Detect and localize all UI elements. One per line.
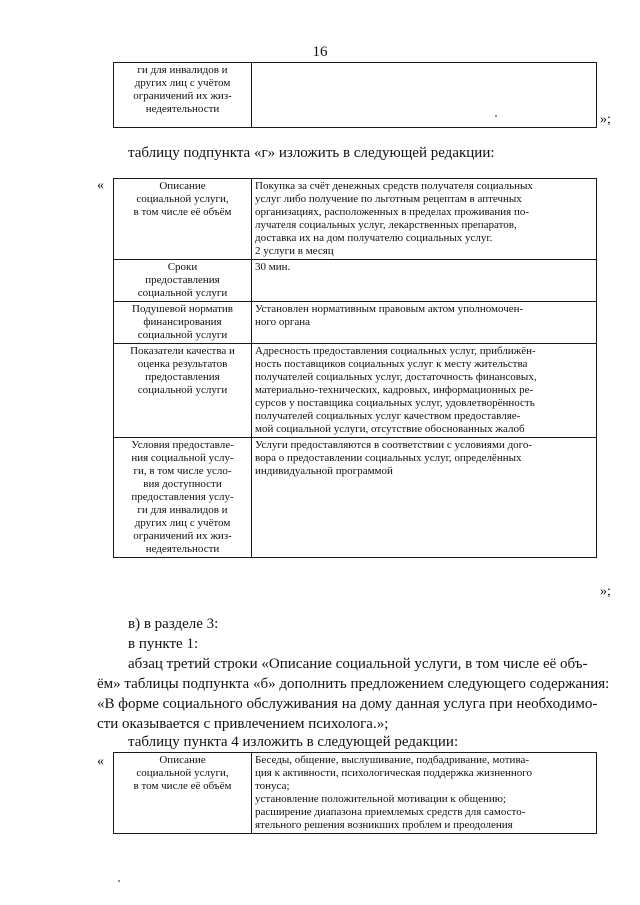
table-label-cell bbox=[114, 302, 252, 344]
page-number: 16 bbox=[312, 44, 328, 60]
closing-quote: »; bbox=[600, 112, 611, 127]
table-row bbox=[114, 260, 597, 302]
table-value-cell bbox=[252, 179, 597, 260]
cell-line: социальной услуги, bbox=[136, 767, 229, 779]
cell-line: получателей социальных услуг качеством предоставляе- bbox=[255, 410, 521, 422]
table-row bbox=[114, 63, 597, 128]
cell-line: ограничений их жиз- bbox=[133, 530, 232, 542]
cell-line: установление положительной мотивации к общению; bbox=[255, 793, 507, 805]
cell-line: Установлен нормативным правовым актом уполномочен- bbox=[255, 303, 524, 315]
cell-line: предоставления bbox=[145, 371, 220, 383]
cell-line: расширение диапазона приемлемых средств для самосто- bbox=[255, 806, 526, 818]
cell-line: индивидуальной программой bbox=[255, 465, 393, 477]
cell-line: ция к активности, психологическая поддержка жизненного bbox=[255, 767, 532, 779]
cell-line: ния социальной услу- bbox=[131, 452, 234, 464]
table-label-cell bbox=[114, 179, 252, 260]
paragraph-line: сти оказывается с привлечением психолога.»; bbox=[97, 716, 389, 732]
instruction-paragraph: таблицу подпункта «г» изложить в следующей редакции: bbox=[128, 145, 495, 161]
scan-speck bbox=[118, 880, 120, 882]
cell-line: тонуса; bbox=[255, 780, 290, 792]
amendment-paragraph bbox=[97, 654, 609, 734]
cell-line: Описание bbox=[159, 180, 206, 192]
cell-line: недеятельности bbox=[145, 543, 220, 555]
cell-line: доставка их на дом получателю социальных услуг. bbox=[255, 232, 493, 244]
cell-line: социальной услуги, bbox=[136, 193, 229, 205]
instruction-paragraph: таблицу пункта 4 изложить в следующей редакции: bbox=[128, 734, 459, 750]
cell-line: вия доступности bbox=[143, 478, 222, 490]
table-value-cell bbox=[252, 63, 597, 128]
cell-line: в том числе её объём bbox=[133, 206, 232, 218]
table-label-cell bbox=[114, 438, 252, 558]
paragraph-line: «В форме социального обслуживания на дому данная услуга при необходимо- bbox=[97, 696, 598, 712]
scan-speck bbox=[495, 115, 497, 117]
previous-table-continuation bbox=[113, 62, 597, 128]
table-row bbox=[114, 179, 597, 260]
cell-line: Покупка за счёт денежных средств получателя социальных bbox=[255, 180, 533, 192]
table-value-cell bbox=[252, 753, 597, 834]
cell-line: Сроки bbox=[167, 261, 198, 273]
cell-line: услуг либо получение по льготным рецептам в аптечных bbox=[255, 193, 522, 205]
cell-line: Описание bbox=[159, 754, 206, 766]
table-row bbox=[114, 438, 597, 558]
cell-line: вора о предоставлении социальных услуг, определённых bbox=[255, 452, 522, 464]
cell-line: ги для инвалидов и bbox=[137, 504, 228, 516]
cell-line: ного органа bbox=[255, 316, 311, 328]
psychology-services-table bbox=[113, 752, 597, 834]
table-value-cell bbox=[252, 260, 597, 302]
cell-line: социальной услуги bbox=[137, 329, 228, 341]
cell-line: в том числе её объём bbox=[133, 780, 232, 792]
cell-line: финансирования bbox=[143, 316, 222, 328]
opening-quote: « bbox=[97, 178, 104, 193]
cell-line: ограничений их жиз- bbox=[133, 90, 232, 102]
cell-line: Подушевой норматив bbox=[132, 303, 233, 315]
cell-line: социальной услуги bbox=[137, 384, 228, 396]
paragraph-line: абзац третий строки «Описание социальной услуги, в том числе её объ- bbox=[128, 656, 588, 672]
cell-line: сурсов у поставщика социальных услуг, удовлетворённость bbox=[255, 397, 535, 409]
table-value-cell bbox=[252, 344, 597, 438]
opening-quote: « bbox=[97, 754, 104, 769]
cell-line: предоставления услу- bbox=[131, 491, 234, 503]
table-label-cell bbox=[114, 63, 252, 128]
section-reference: в) в разделе 3: bbox=[128, 616, 219, 632]
table-value-cell bbox=[252, 302, 597, 344]
table-label-cell bbox=[114, 260, 252, 302]
cell-line: ность поставщиков социальных услуг к месту жительства bbox=[255, 358, 528, 370]
cell-line: Показатели качества и bbox=[130, 345, 235, 357]
cell-line: материально-технических, кадровых, информационных ре- bbox=[255, 384, 534, 396]
table-label-cell bbox=[114, 344, 252, 438]
table-row bbox=[114, 344, 597, 438]
cell-line: Адресность предоставления социальных услуг, приближён- bbox=[255, 345, 536, 357]
table-row bbox=[114, 302, 597, 344]
cell-line: ги, в том числе усло- bbox=[133, 465, 232, 477]
cell-line: получателей социальных услуг, достаточность финансовых, bbox=[255, 371, 537, 383]
table-label-cell bbox=[114, 753, 252, 834]
cell-line: предоставления bbox=[145, 274, 220, 286]
cell-line: мой социальной услуги, отсутствие обоснованных жалоб bbox=[255, 423, 525, 435]
cell-line: ги для инвалидов и bbox=[137, 64, 228, 76]
cell-line: социальной услуги bbox=[137, 287, 228, 299]
cell-line: других лиц с учётом bbox=[134, 517, 231, 529]
point-reference: в пункте 1: bbox=[128, 636, 199, 652]
table-row bbox=[114, 753, 597, 834]
cell-line: 2 услуги в месяц bbox=[255, 245, 334, 257]
cell-line: Беседы, общение, выслушивание, подбадривание, мотива- bbox=[255, 754, 530, 766]
table-value-cell bbox=[252, 438, 597, 558]
cell-line: организациях, расположенных в пределах проживания по- bbox=[255, 206, 530, 218]
cell-line: ятельного решения возникших проблем и преодоления bbox=[255, 819, 513, 831]
cell-line: оценка результатов bbox=[137, 358, 228, 370]
paragraph-line: ём» таблицы подпункта «б» дополнить предложением следующего содержания: bbox=[97, 676, 610, 692]
closing-quote: »; bbox=[600, 584, 611, 599]
cell-line: лучателя социальных услуг, лекарственных препаратов, bbox=[255, 219, 517, 231]
cell-line: 30 мин. bbox=[255, 261, 291, 273]
cell-line: Услуги предоставляются в соответствии с условиями дого- bbox=[255, 439, 533, 451]
cell-line: других лиц с учётом bbox=[134, 77, 231, 89]
cell-line: Условия предоставле- bbox=[131, 439, 234, 451]
cell-line: недеятельности bbox=[145, 103, 220, 115]
services-table bbox=[113, 178, 597, 558]
